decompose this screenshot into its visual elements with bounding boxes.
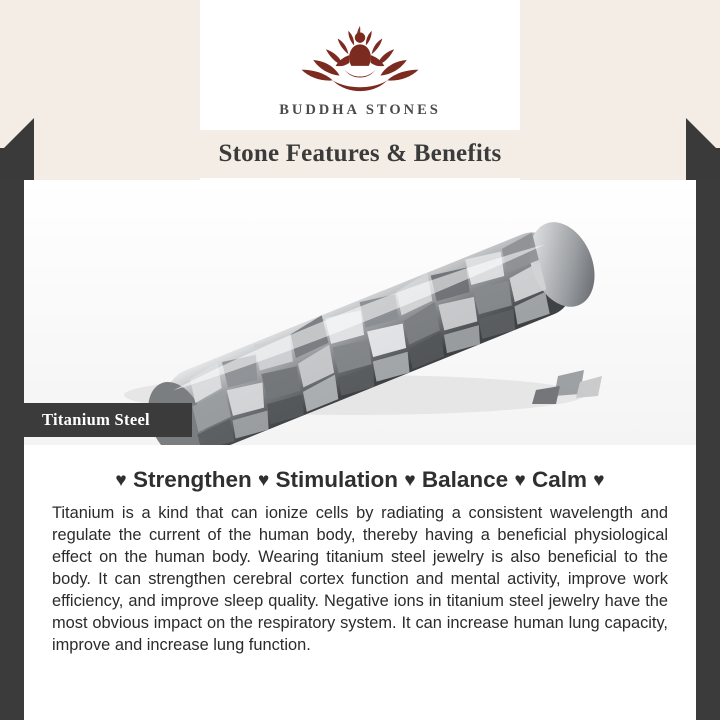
decor-corner-block-right <box>686 148 720 182</box>
decor-frame-bar-right <box>696 180 720 720</box>
benefit-keyword-3: Calm <box>531 467 588 492</box>
benefit-keywords <box>52 467 668 493</box>
description-text: Titanium is a kind that can ionize cells by radiating a consistent wavelength and regulate the current of the human body, thereby having a beneficial physiological effect on the human body. Wearing titanium steel jewelry is also beneficial to the body. It can strengthen cerebral cortex function and mental activity, improve work efficiency, and improve sleep quality. Negative ions in titanium steel jewelry have the most obvious impact on the respiratory system. It can increase human lung capacity, improve and increase lung function. <box>52 504 668 654</box>
stone-name-tag <box>24 403 192 437</box>
buddha-lotus-logo-icon <box>294 22 426 96</box>
benefit-keyword-1: Stimulation <box>275 467 399 492</box>
heart-icon: ♥ <box>514 470 526 491</box>
benefit-keyword-2: Balance <box>421 467 509 492</box>
page-title: Stone Features & Benefits <box>218 140 502 167</box>
benefit-keyword-0: Strengthen <box>132 467 252 492</box>
heart-icon: ♥ <box>115 470 127 491</box>
heart-icon: ♥ <box>593 470 605 491</box>
title-band <box>150 130 570 178</box>
heart-icon: ♥ <box>258 470 270 491</box>
decor-corner-block-left <box>0 148 34 182</box>
content-block <box>24 445 696 720</box>
decor-corner-triangle-left <box>0 118 34 152</box>
heart-icon: ♥ <box>404 470 416 491</box>
brand-logo <box>0 22 720 119</box>
decor-corner-triangle-right <box>686 118 720 152</box>
decor-frame-bar-left <box>0 180 24 720</box>
stone-name: Titanium Steel <box>42 410 150 429</box>
brand-name: BUDDHA STONES <box>279 102 441 118</box>
